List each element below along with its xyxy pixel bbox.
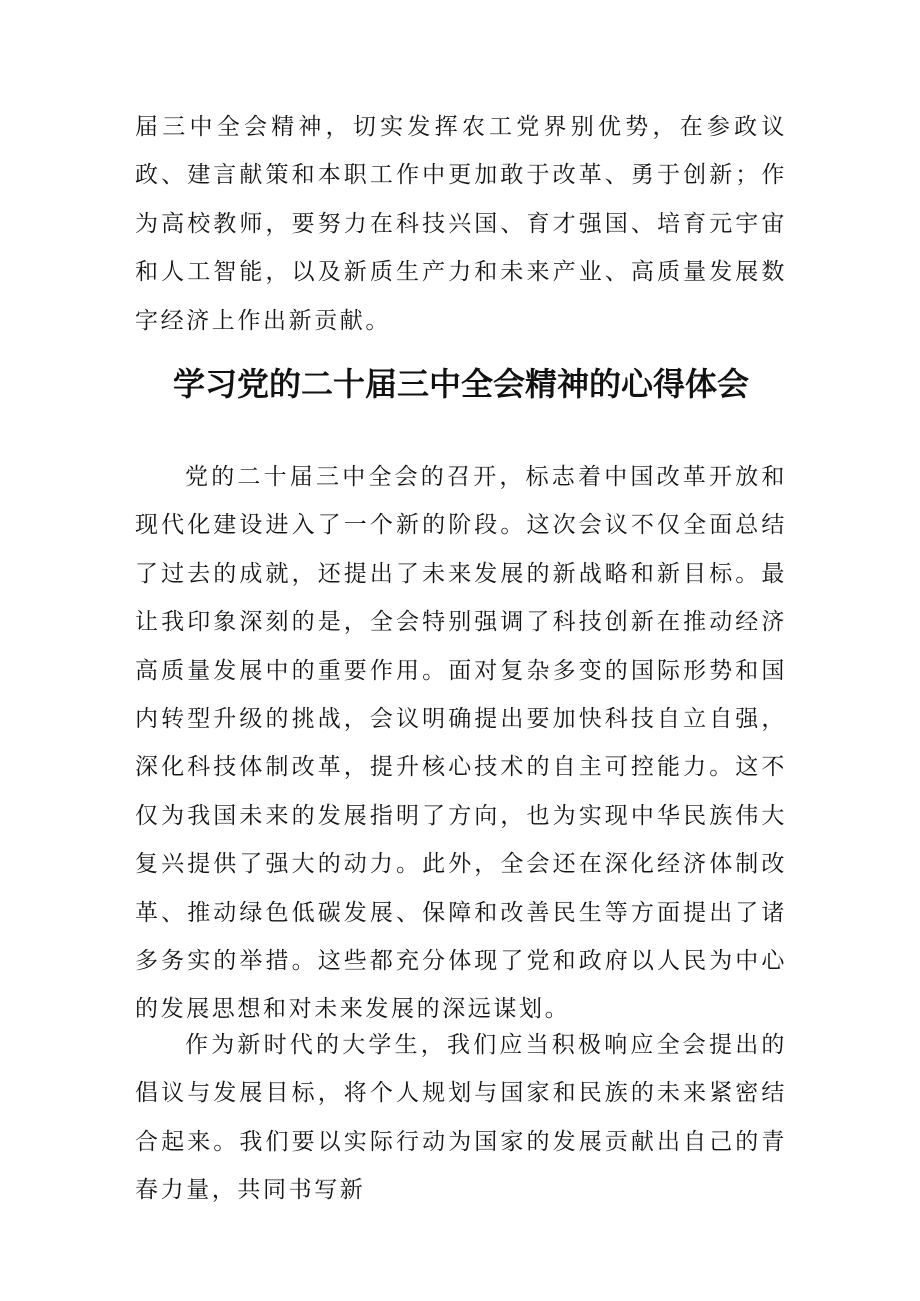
body-paragraph-1: 党的二十届三中全会的召开，标志着中国改革开放和现代化建设进入了一个新的阶段。这次会议不仅全面总结了过去的成就，还提出了未来发展的新战略和新目标。最让我印象深刻的是，全会特别强调了科技创新在推动经济高质量发展中的重要作用。面对复杂多变的国际形势和国内转型升级的挑战，会议明确提出要加快科技自立自强，深化科技体制改革，提升核心技术的自主可控能力。这不仅为我国未来的发展指明了方向，也为实现中华民族伟大复兴提供了强大的动力。此外，全会还在深化经济体制改革、推动绿色低碳发展、保障和改善民生等方面提出了诸多务实的举措。这些都充分体现了党和政府以人民为中心的发展思想和对未来发展的深远谋划。 — [135, 464, 787, 1023]
section-title: 学习党的二十届三中全会精神的心得体会 — [172, 365, 749, 403]
intro-paragraph: 届三中全会精神，切实发挥农工党界别优势，在参政议政、建言献策和本职工作中更加敢于改革、勇于创新；作为高校教师，要努力在科技兴国、育才强国、培育元宇宙和人工智能，以及新质生产力和未来产业、高质量发展数字经济上作出新贡献。 — [135, 114, 787, 334]
body-paragraph-2: 作为新时代的大学生，我们应当积极响应全会提出的倡议与发展目标，将个人规划与国家和民族的未来紧密结合起来。我们要以实际行动为国家的发展贡献出自己的青春力量，共同书写新 — [135, 1032, 787, 1204]
